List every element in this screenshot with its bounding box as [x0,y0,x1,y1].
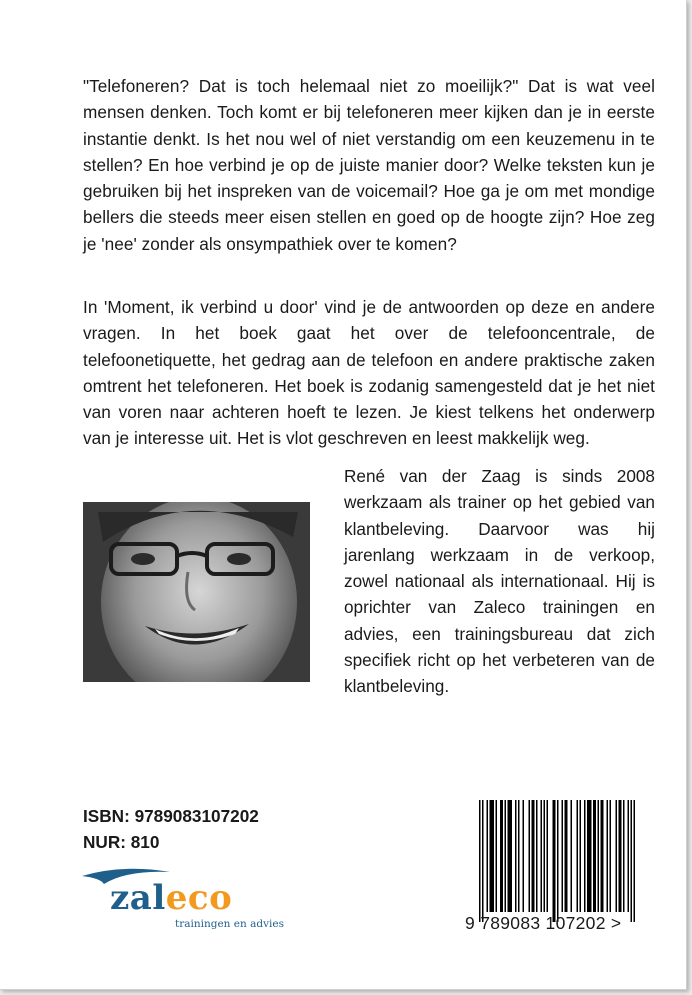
description-paragraph-2: In 'Moment, ik verbind u door' vind je de antwoorden op deze en andere vragen. In het boek gaat het over de telefooncentrale, de telefoonetiquette, het gedrag aan de telefoon en andere praktische zaken omtrent het telefoneren. Het boek is zodanig samengesteld dat je het niet van voren naar achteren hoeft te lezen. Je kiest telkens het onderwerp van je interesse uit. Het is vlot geschreven en leest makkelijk weg. [83,297,655,449]
nur-code: NUR: 810 [83,832,160,852]
isbn-number: ISBN: 9789083107202 [83,806,259,826]
publisher-logo [82,866,292,936]
author-portrait-icon [83,502,310,682]
logo-tagline: trainingen en advies [175,918,284,930]
identifiers [83,803,259,855]
logo-word-part-1: zal [110,878,166,918]
isbn-barcode [465,800,660,940]
barcode-digits: 9 789083 107202 > [465,913,622,933]
logo-wordmark [110,878,232,918]
description-paragraph-1: "Telefoneren? Dat is toch helemaal niet zo moeilijk?" Dat is wat veel mensen denken. Toch komt er bij telefoneren meer kijken dan je in eerste instantie denkt. Is het nou wel of niet verstandig om een keuzemenu in te stellen? En hoe verbind je op de juiste manier door? Welke teksten kun je gebruiken bij het inspreken van de voicemail? Hoe ga je om met mondige bellers die steeds meer eisen stellen en goed op de hoogte zijn? Hoe zeg je 'nee' zonder als onsympathiek over te komen? [83,76,655,254]
author-bio: René van der Zaag is sinds 2008 werkzaam als trainer op het gebied van klantbeleving. Daarvoor was hij jarenlang werkzaam in de verkoop, zowel nationaal als internationaal. Hij is oprichter van Zaleco trainingen en advies, een trainingsbureau dat zich specifiek richt op het verbeteren van de klantbeleving. [344,466,655,697]
logo-word-part-2: eco [165,878,233,918]
